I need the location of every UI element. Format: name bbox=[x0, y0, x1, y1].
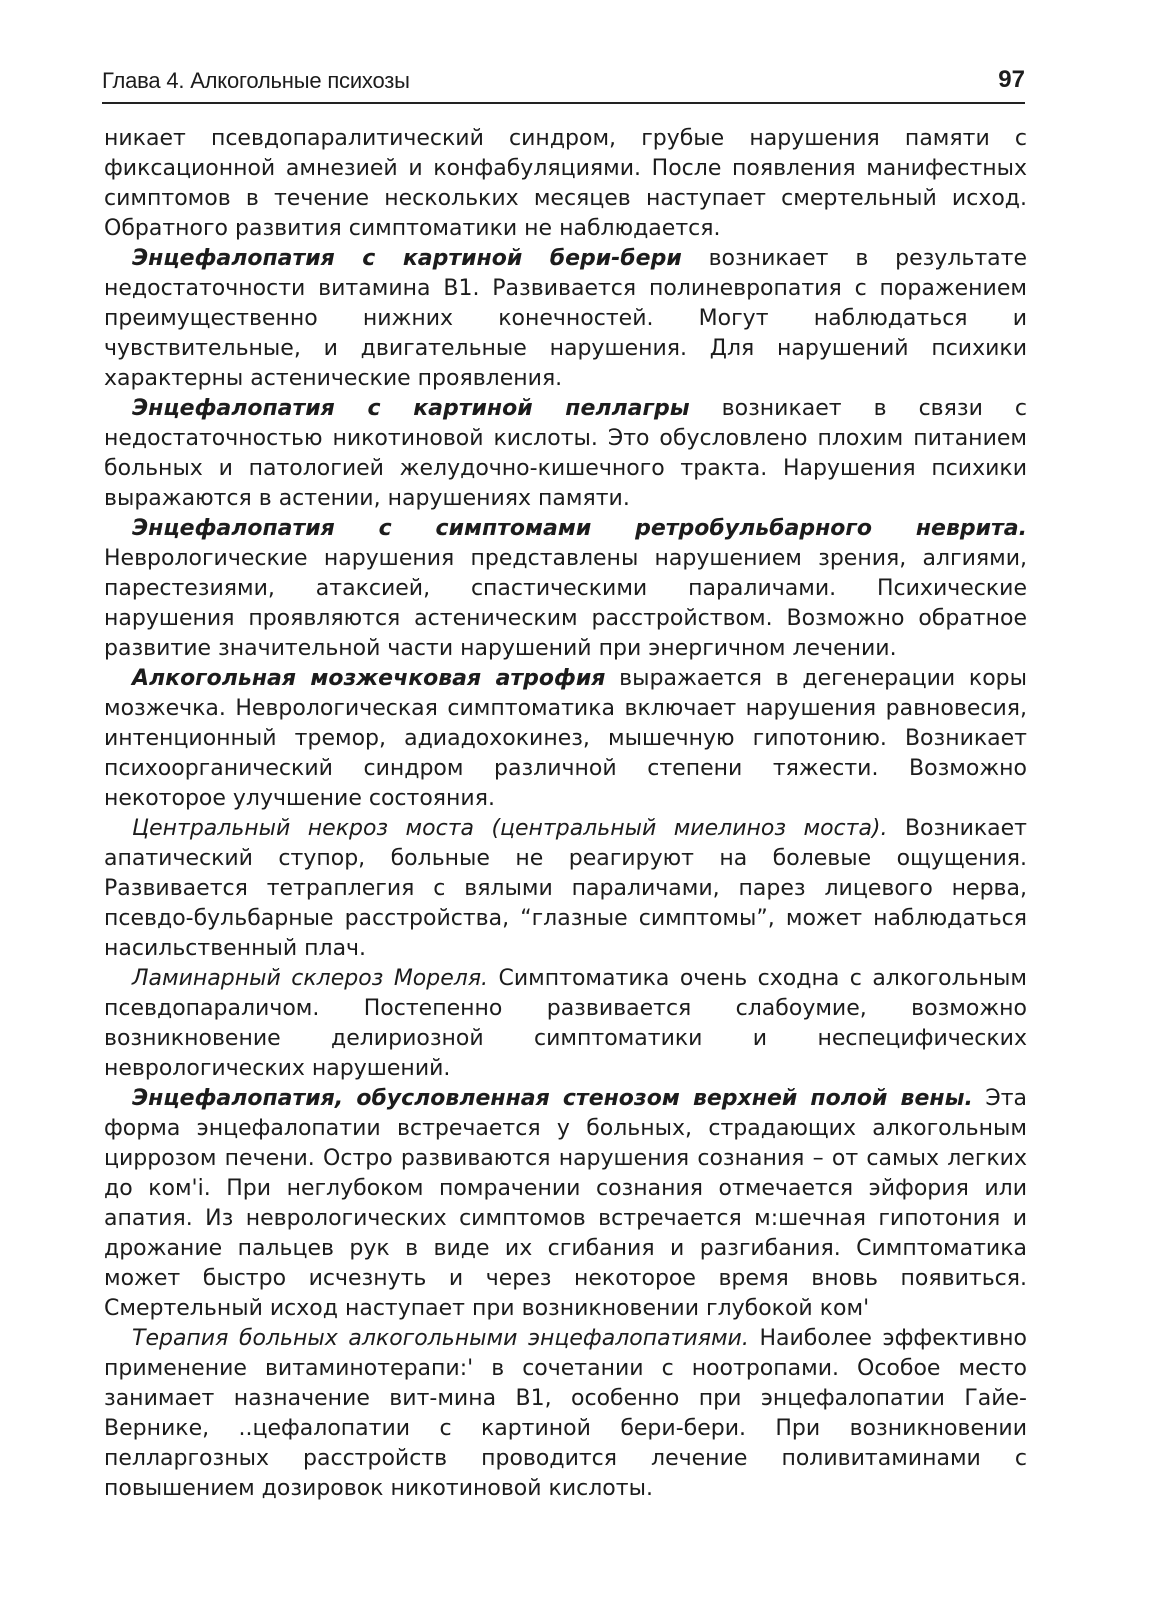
paragraph-term: Центральный некроз моста (центральный миелиноз моста). bbox=[132, 816, 888, 841]
paragraph-term: Терапия больных алкогольными энцефалопатиями. bbox=[132, 1326, 749, 1351]
paragraph bbox=[104, 964, 1027, 1084]
paragraph-term: Ламинарный склероз Мореля. bbox=[132, 966, 489, 991]
paragraph-text: выражается в дегенерации коры мозжечка. Неврологическая симптоматика включает нарушения равновесия, интенционный тремор, адиадохокинез, мышечную гипотонию. Возникает психоорганический синдром различной степени тяжести. Возможно некоторое улучшение состояния. bbox=[104, 666, 1028, 811]
page-number: 97 bbox=[998, 66, 1025, 93]
chapter-title: Глава 4. Алкогольные психозы bbox=[102, 68, 410, 93]
paragraph bbox=[104, 814, 1027, 964]
paragraph bbox=[104, 1084, 1027, 1324]
paragraph-text: возникает в результате недостаточности витамина B1. Развивается полиневропатия с поражением преимущественно нижних конечностей. Могут наблюдаться и чувствительные, и двигательные нарушения. Для нарушений психики характерны астенические проявления. bbox=[104, 246, 1027, 391]
body-text bbox=[104, 124, 1027, 1504]
paragraph-text: Неврологические нарушения представлены нарушением зрения, алгиями, парестезиями, атаксией, спастическими параличами. Психические нарушения проявляются астеническим расстройством. Возможно обратное развитие значительной части нарушений при энергичном лечении. bbox=[104, 546, 1027, 661]
paragraph bbox=[104, 394, 1027, 514]
paragraph bbox=[104, 1324, 1027, 1504]
paragraph bbox=[104, 244, 1027, 394]
paragraph-term: Энцефалопатия с картиной пеллагры bbox=[132, 396, 690, 421]
paragraph-term: Энцефалопатия, обусловленная стенозом верхней полой вены. bbox=[132, 1086, 973, 1111]
paragraph-text: Наиболее эффективно применение витаминотерапи:' в сочетании с ноотропами. Особое место занимает назначение вит-мина B1, особенно при энцефалопатии Гайе-Вернике, ..цефалопатии с картиной бери-бери. При возникновении пелларгозных расстройств проводится лечение поливитаминами с повышением дозировок никотиновой кислоты. bbox=[104, 1326, 1027, 1501]
paragraph bbox=[104, 514, 1027, 664]
paragraph bbox=[104, 664, 1027, 814]
paragraph-term: Энцефалопатия с картиной бери-бери bbox=[132, 246, 682, 271]
paragraph bbox=[104, 124, 1027, 244]
paragraph-term: Алкогольная мозжечковая атрофия bbox=[132, 666, 606, 691]
paragraph-text: Возникает апатический ступор, больные не реагируют на болевые ощущения. Развивается тетраплегия с вялыми параличами, парез лицевого нерва, псевдо-бульбарные расстройства, “глазные симптомы”, может наблюдаться насильственный плач. bbox=[104, 816, 1027, 961]
paragraph-text: Эта форма энцефалопатии встречается у больных, страдающих алкогольным циррозом печени. Остро развиваются нарушения сознания – от самых легких до ком'і. При неглубоком помрачении сознания отмечается эйфория или апатия. Из неврологических симптомов встречается м:шечная гипотония и дрожание пальцев рук в виде их сгибания и разгибания. Симптоматика может быстро исчезнуть и через некоторое время вновь появиться. Смертельный исход наступает при возникновении глубокой ком' bbox=[104, 1086, 1027, 1321]
paragraph-text: возникает в связи с недостаточностью никотиновой кислоты. Это обусловлено плохим питанием больных и патологией желудочно-кишечного тракта. Нарушения психики выражаются в астении, нарушениях памяти. bbox=[104, 396, 1027, 511]
paragraph-term: Энцефалопатия с симптомами ретробульбарного неврита. bbox=[132, 516, 1027, 541]
running-header bbox=[102, 56, 1025, 104]
paragraph-text: никает псевдопаралитический синдром, грубые нарушения памяти с фиксационной амнезией и конфабуляциями. После появления манифестных симптомов в течение нескольких месяцев наступает смертельный исход. Обратного развития симптоматики не наблюдается. bbox=[104, 126, 1027, 241]
paragraph-text: Симптоматика очень сходна с алкогольным псевдопараличом. Постепенно развивается слабоумие, возможно возникновение делириозной симптоматики и неспецифических неврологических нарушений. bbox=[104, 966, 1028, 1081]
